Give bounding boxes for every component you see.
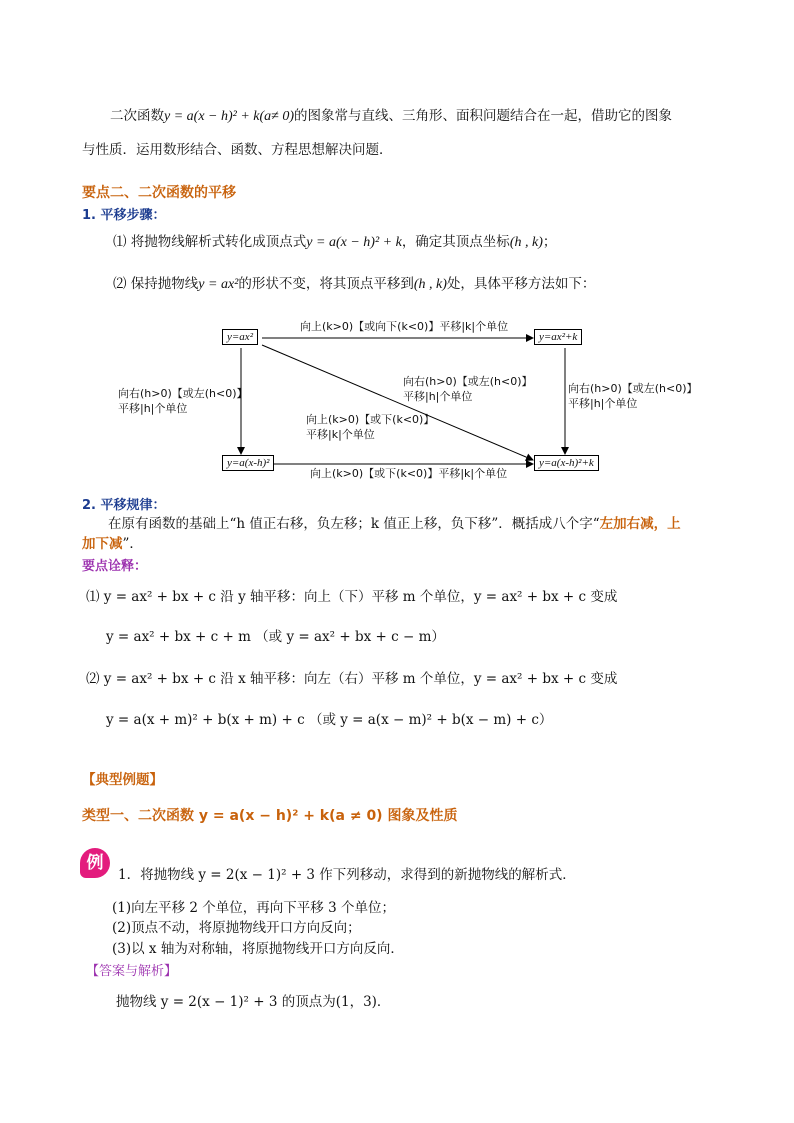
examples-header: 【典型例题】 xyxy=(82,772,163,788)
label-diagonal-k-2: 平移|k|个单位 xyxy=(306,428,375,441)
label-right-arrow-1: 向右(h>0)【或左(h<0)】 xyxy=(568,382,698,395)
step-1-mid: ，确定其顶点坐标 xyxy=(401,234,510,250)
label-left-arrow-1: 向右(h>0)【或左(h<0)】 xyxy=(118,387,248,400)
rule-line-1 xyxy=(108,515,681,533)
step-2-formula: y = ax² xyxy=(198,277,239,292)
example-badge: 例 xyxy=(80,848,110,878)
answer-text: 抛物线 y = 2(x − 1)² + 3 的顶点为(1，3)． xyxy=(116,994,391,1010)
question-1: 1．将抛物线 y = 2(x − 1)² + 3 作下列移动，求得到的新抛物线的解析式． xyxy=(118,867,576,883)
box-y-vertex-h: y=a(x-h)² xyxy=(222,455,274,471)
intro-text: 二次函数 xyxy=(110,108,164,124)
label-diagonal-1: 向右(h>0)【或左(h<0)】 xyxy=(403,375,533,388)
label-diagonal-2: 平移|h|个单位 xyxy=(403,390,473,403)
question-1b: (2)顶点不动，将原抛物线开口方向反向； xyxy=(112,920,361,936)
step-2-end: 处，具体平移方法如下： xyxy=(446,276,596,292)
note-1a: ⑴ y = ax² + bx + c 沿 y 轴平移：向上（下）平移 m 个单位，y = ax² + bx + c 变成 xyxy=(86,589,618,605)
rule-text-end: ”． xyxy=(122,536,143,552)
label-top-arrow: 向上(k>0)【或向下(k<0)】平移|k|个单位 xyxy=(300,320,509,333)
step-2-text: ⑵ 保持抛物线 xyxy=(113,276,199,292)
note-2b: y = a(x + m)² + b(x + m) + c （或 y = a(x − m)² + b(x − m) + c） xyxy=(106,712,553,728)
intro-text-suffix: 的图象常与直线、三角形、面积问题结合在一起，借助它的图象 xyxy=(294,108,673,124)
rule-highlight-1: 左加右减，上 xyxy=(599,516,681,532)
box-y-ax2-plus-k: y=ax²+k xyxy=(534,329,582,345)
intro-line-2: 与性质．运用数形结合、函数、方程思想解决问题． xyxy=(82,142,393,158)
intro-formula: y = a(x − h)² + k(a≠ 0) xyxy=(164,109,295,124)
type-1-title: 类型一、二次函数 y = a(x − h)² + k(a ≠ 0) 图象及性质 xyxy=(82,808,458,824)
box-y-ax2: y=ax² xyxy=(222,329,258,345)
question-1a: (1)向左平移 2 个单位，再向下平移 3 个单位； xyxy=(112,900,395,916)
rule-highlight-2: 加下减 xyxy=(82,536,123,552)
box-y-vertex-hk: y=a(x-h)²+k xyxy=(534,455,599,471)
subsection-rule: 2. 平移规律： xyxy=(82,498,166,513)
label-bottom-arrow: 向上(k>0)【或下(k<0)】平移|k|个单位 xyxy=(310,467,508,480)
label-right-arrow-2: 平移|h|个单位 xyxy=(568,397,638,410)
step-2-coord: (h , k) xyxy=(413,277,447,292)
rule-line-2 xyxy=(82,535,143,553)
answer-header: 【答案与解析】 xyxy=(86,964,178,979)
step-1-formula: y = a(x − h)² + k xyxy=(306,235,402,250)
question-1c: (3)以 x 轴为对称轴，将原抛物线开口方向反向． xyxy=(112,941,404,957)
step-2-mid: 的形状不变，将其顶点平移到 xyxy=(238,276,414,292)
arrow-diagonal xyxy=(262,345,533,460)
step-1-text: ⑴ 将抛物线解析式转化成顶点式 xyxy=(113,234,307,250)
subsection-steps: 1. 平移步骤： xyxy=(82,208,166,223)
note-1b: y = ax² + bx + c + m （或 y = ax² + bx + c − m） xyxy=(106,629,445,645)
step-1-coord: (h , k) xyxy=(509,235,543,250)
rule-text: 在原有函数的基础上“h 值正右移，负左移；k 值正上移，负下移”．概括成八个字“ xyxy=(108,516,600,532)
section-title: 要点二、二次函数的平移 xyxy=(82,185,236,201)
note-2a: ⑵ y = ax² + bx + c 沿 x 轴平移：向左（右）平移 m 个单位，y = ax² + bx + c 变成 xyxy=(86,671,618,687)
label-left-arrow-2: 平移|h|个单位 xyxy=(118,402,188,415)
notes-title: 要点诠释： xyxy=(82,559,148,574)
label-diagonal-k-1: 向上(k>0)【或下(k<0)】 xyxy=(306,413,435,426)
step-1-end: ； xyxy=(542,234,557,250)
